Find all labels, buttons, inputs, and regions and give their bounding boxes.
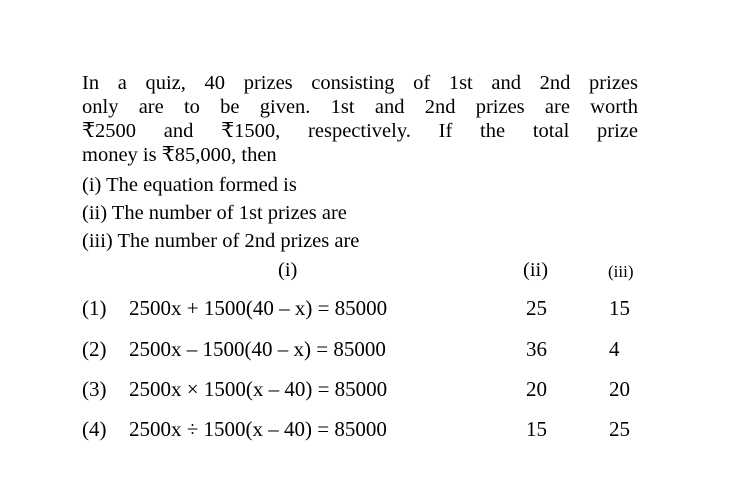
question-line-1: In a quiz, 40 prizes consisting of 1st and 2nd prizes bbox=[82, 72, 638, 94]
question-part-ii: (ii) The number of 1st prizes are bbox=[82, 202, 347, 224]
option-1-answer-ii: 25 bbox=[526, 296, 547, 320]
option-4-answer-iii: 25 bbox=[609, 417, 630, 441]
option-1-answer-iii: 15 bbox=[609, 296, 630, 320]
header-i: (i) bbox=[278, 259, 298, 281]
option-2-number: (2) bbox=[82, 337, 107, 361]
option-2-answer-iii: 4 bbox=[609, 337, 620, 361]
header-ii: (ii) bbox=[523, 259, 549, 281]
option-4-equation: 2500x ÷ 1500(x – 40) = 85000 bbox=[129, 417, 387, 441]
option-3-number: (3) bbox=[82, 377, 107, 401]
option-3-answer-iii: 20 bbox=[609, 377, 630, 401]
option-1-equation: 2500x + 1500(40 – x) = 85000 bbox=[129, 296, 388, 320]
question-line-4: money is ₹85,000, then bbox=[82, 144, 277, 166]
question-part-i: (i) The equation formed is bbox=[82, 174, 297, 196]
option-2-equation: 2500x – 1500(40 – x) = 85000 bbox=[129, 337, 386, 361]
option-3-equation: 2500x × 1500(x – 40) = 85000 bbox=[129, 377, 388, 401]
option-3-answer-ii: 20 bbox=[526, 377, 547, 401]
option-4-number: (4) bbox=[82, 417, 107, 441]
question-part-iii: (iii) The number of 2nd prizes are bbox=[82, 230, 360, 252]
question-line-2: only are to be given. 1st and 2nd prizes are worth bbox=[82, 96, 638, 118]
option-4-answer-ii: 15 bbox=[526, 417, 547, 441]
question-text bbox=[82, 71, 638, 167]
option-2-answer-ii: 36 bbox=[526, 337, 547, 361]
question-line-3: ₹2500 and ₹1500, respectively. If the total prize bbox=[82, 120, 638, 142]
option-1-number: (1) bbox=[82, 296, 107, 320]
header-iii: (iii) bbox=[608, 262, 634, 281]
